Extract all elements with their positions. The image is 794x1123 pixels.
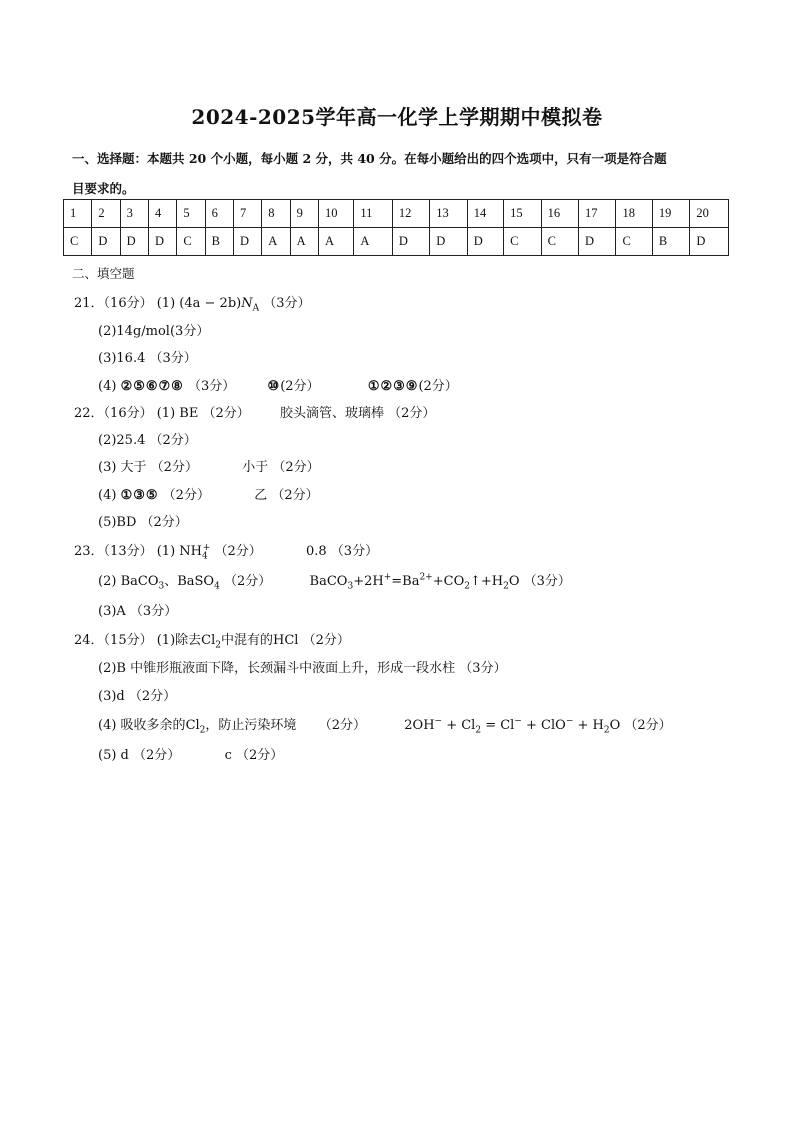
answer-set: ①③⑤ (120, 488, 159, 503)
answer-cell: D (690, 228, 729, 256)
question-number: 19 (652, 200, 689, 228)
answer-cell: A (290, 228, 318, 256)
section1-line2: 目要求的。 (72, 181, 135, 196)
question-number: 18 (616, 200, 652, 228)
score: （3分） (263, 296, 311, 311)
score: (2分） (418, 379, 458, 394)
subscript: 4 (202, 551, 208, 562)
score: （2分） (624, 718, 672, 733)
question-22-part2: (2)25.4 （2分） (98, 433, 197, 448)
answer-cell: B (205, 228, 233, 256)
subscript: 2 (603, 725, 610, 736)
question-21-part3: (3)16.4 （3分） (98, 351, 197, 366)
answer-text: 胶头滴管、玻璃棒 （2分） (280, 406, 436, 421)
question-number: 2 (92, 200, 120, 228)
part-label: (2) (98, 574, 117, 589)
answer-cell: D (120, 228, 148, 256)
superscript: + (202, 542, 211, 553)
question-22-part4 (98, 484, 319, 503)
answer-table (63, 199, 729, 256)
part-label: (4) (98, 379, 117, 394)
subscript: 2 (503, 581, 509, 592)
answer-cell: C (541, 228, 578, 256)
answer-cell: D (392, 228, 429, 256)
avogadro-subscript: A (252, 303, 260, 314)
eq-part: = Cl (481, 718, 515, 733)
superscript: 2+ (419, 572, 433, 583)
score: （3分） (523, 574, 571, 589)
formula: Cl (201, 633, 216, 648)
answer-text: ，防止污染环境 (205, 718, 297, 733)
question-23-part2 (98, 570, 571, 592)
subscript: 2 (215, 640, 221, 651)
question-24-head: 24．（15分） (74, 633, 153, 648)
answer-text: 0.8 （3分） (306, 544, 379, 559)
formula: BaCO (120, 574, 159, 589)
subscript: 2 (475, 725, 482, 736)
question-number: 6 (205, 200, 233, 228)
section1-line1: 一、选择题：本题共 20 个小题，每小题 2 分，共 40 分。在每小题给出的四个选项中，只有一项是符合题 (72, 151, 667, 166)
question-24-part5 (98, 744, 283, 763)
reaction-equation (404, 716, 621, 736)
subscript: 3 (158, 581, 165, 592)
question-number: 13 (430, 200, 467, 228)
question-number: 11 (354, 200, 392, 228)
question-number: 12 (392, 200, 429, 228)
answer-set: ②⑤⑥⑦⑧ (120, 379, 184, 394)
answer-cell: D (148, 228, 176, 256)
answer-set: ①②③⑨ (367, 379, 419, 394)
eq-part: + Cl (442, 718, 476, 733)
formula: 、BaSO (164, 574, 215, 589)
question-number-row (64, 200, 729, 228)
subscript: 2 (464, 581, 470, 592)
question-number: 10 (318, 200, 353, 228)
answer-cell: C (504, 228, 541, 256)
eq-part: + H (573, 718, 604, 733)
question-22-head: 22．（16分） (74, 406, 153, 421)
answer-cell: C (64, 228, 92, 256)
question-number: 9 (290, 200, 318, 228)
eq-part: +2H (353, 574, 384, 589)
score: （2分） (162, 488, 210, 503)
answer-text: c （2分） (224, 748, 284, 763)
question-21-part2: (2)14g/mol(3分） (98, 324, 210, 339)
question-23-part1 (74, 540, 378, 562)
answer-text: (3) 大于 （2分） (98, 460, 198, 475)
question-24-part1 (74, 629, 350, 651)
formula: Cl (185, 718, 200, 733)
part-label: (4) (98, 488, 117, 503)
answer-cell: A (318, 228, 353, 256)
question-number: 14 (467, 200, 503, 228)
superscript: − (434, 716, 443, 727)
question-21-head: 21．（16分） (74, 296, 153, 311)
question-number: 17 (579, 200, 616, 228)
answer-text: 中混有的HCl （2分） (221, 633, 350, 648)
answer-cell: D (467, 228, 503, 256)
reaction-equation (309, 572, 520, 592)
question-number: 7 (233, 200, 261, 228)
question-number: 4 (148, 200, 176, 228)
question-22-part1 (74, 402, 435, 421)
answer-text: (1)除去 (156, 633, 202, 648)
subscript: 3 (347, 581, 354, 592)
answer-text: 乙 （2分） (254, 488, 319, 503)
answer-cell: B (652, 228, 689, 256)
score: (2分） (280, 379, 320, 394)
superscript: − (565, 716, 574, 727)
score: （3分） (187, 379, 236, 394)
question-number: 15 (504, 200, 541, 228)
superscript: − (514, 716, 522, 727)
subscript: 4 (214, 581, 220, 592)
answer-text: 小于 （2分） (242, 460, 320, 475)
answer-cell: A (262, 228, 290, 256)
eq-part: +CO (432, 574, 465, 589)
answer-set: ⑩ (267, 379, 281, 394)
section2-heading: 二、填空题 (72, 266, 135, 281)
eq-part: O (609, 718, 621, 733)
answer-cell: A (354, 228, 392, 256)
eq-part: O (508, 574, 520, 589)
score: （2分） (223, 574, 272, 589)
score: （2分） (318, 718, 366, 733)
section1-instructions (72, 144, 732, 204)
eq-part: =Ba (391, 574, 420, 589)
answer-text: (1) BE （2分） (156, 406, 250, 421)
score: （2分） (214, 544, 262, 559)
question-number: 20 (690, 200, 729, 228)
answer-text: (4) 吸收多余的 (98, 718, 186, 733)
answer-cell: D (430, 228, 467, 256)
question-number: 8 (262, 200, 290, 228)
answer-row (64, 228, 729, 256)
answer-cell: C (616, 228, 652, 256)
question-22-part3 (98, 456, 320, 475)
eq-part: + ClO (521, 718, 566, 733)
question-number: 16 (541, 200, 578, 228)
avogadro-symbol: N (241, 296, 253, 311)
question-24-part2: (2)B 中锥形瓶液面下降，长颈漏斗中液面上升，形成一段水柱 （3分） (98, 661, 507, 676)
eq-part: BaCO (309, 574, 348, 589)
expression: (4a − 2b) (179, 296, 242, 311)
question-21-part1 (74, 292, 311, 314)
question-23-part3: (3)A （3分） (98, 604, 178, 619)
question-number: 1 (64, 200, 92, 228)
part-label: (1) (156, 296, 176, 311)
part-label: (1) (156, 544, 176, 559)
question-24-part3: (3)d （2分） (98, 689, 177, 704)
question-21-part4 (98, 375, 458, 394)
question-24-part4 (98, 714, 672, 736)
eq-part: ↑+H (469, 574, 504, 589)
question-number: 3 (120, 200, 148, 228)
ammonium-ion: NH (179, 544, 203, 559)
page-title: 2024-2025学年高一化学上学期期中模拟卷 (191, 105, 603, 129)
answer-cell: D (92, 228, 120, 256)
question-23-head: 23．（13分） (74, 544, 153, 559)
answer-cell: C (177, 228, 205, 256)
answer-cell: D (233, 228, 261, 256)
question-22-part5: (5)BD （2分） (98, 515, 188, 530)
answer-text: (5) d （2分） (98, 748, 181, 763)
superscript: + (383, 572, 392, 583)
eq-part: 2OH (404, 718, 435, 733)
subscript: 2 (199, 725, 206, 736)
answer-cell: D (579, 228, 616, 256)
question-number: 5 (177, 200, 205, 228)
